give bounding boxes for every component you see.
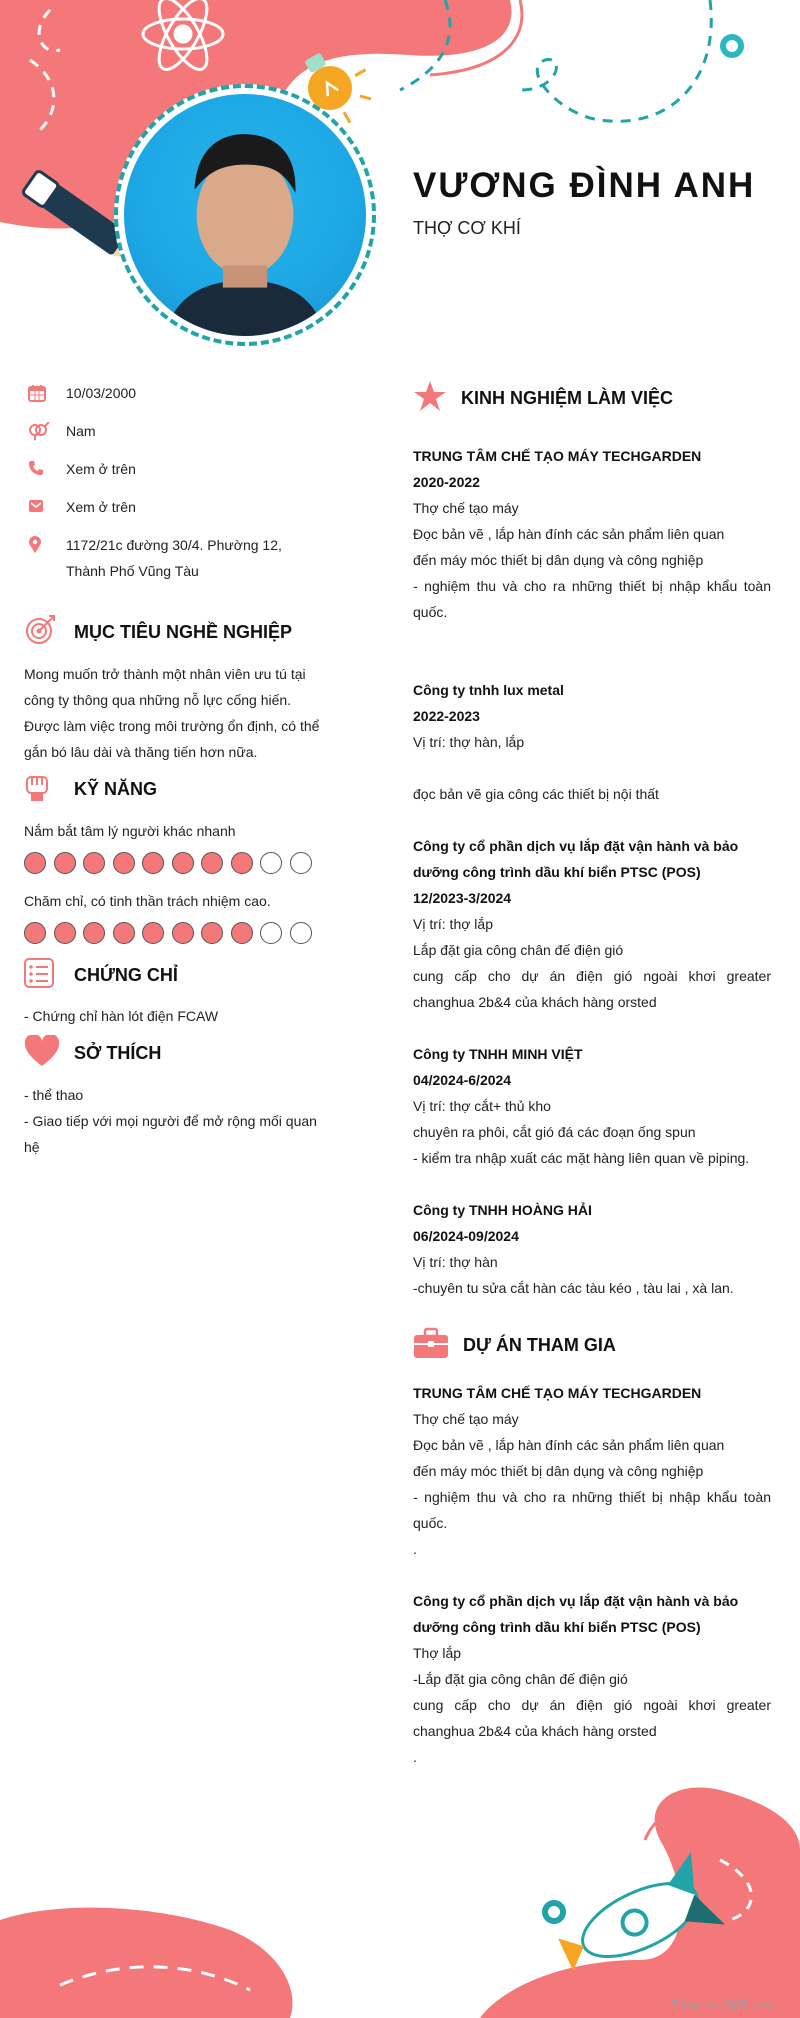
bottom-left-blob <box>0 1908 293 2018</box>
ring-decoration <box>723 37 741 55</box>
rating-dot <box>290 852 312 874</box>
entry-line: . <box>413 1541 417 1557</box>
hobbies-heading <box>24 1035 324 1072</box>
hobby-item: - Giao tiếp với mọi người để mở rộng mối quan hệ <box>24 1113 317 1155</box>
objective-heading <box>24 614 324 651</box>
contact-text: Xem ở trên <box>66 499 136 515</box>
profile-job-title: THỢ CƠ KHÍ <box>413 218 521 238</box>
entry-line: -Lắp đặt gia công chân đế điện gió <box>413 1671 628 1687</box>
entry-line: Đọc bản vẽ , lắp hàn đính các sản phẩm liên quan <box>413 526 725 542</box>
entry-line: chuyên ra phôi, cắt gió đá các đoạn ống spun <box>413 1124 696 1140</box>
contact-phone <box>24 456 324 482</box>
entry-line: Đọc bản vẽ , lắp hàn đính các sản phẩm liên quan <box>413 1437 725 1453</box>
gender-icon <box>24 418 66 440</box>
entry-line: Thợ chế tạo máy <box>413 500 519 516</box>
entry-line: Lắp đặt gia công chân đế điện gió <box>413 942 624 958</box>
entry-heading: Công ty TNHH MINH VIỆT <box>413 1046 583 1062</box>
contact-text: 10/03/2000 <box>66 385 137 401</box>
email-icon <box>24 494 66 514</box>
skill-item <box>24 888 324 944</box>
rating-dot <box>54 852 76 874</box>
entry-heading: 12/2023-3/2024 <box>413 890 512 906</box>
experience-entry <box>413 833 771 1015</box>
entry-line: đọc bản vẽ gia công các thiết bị nội thất <box>413 786 659 802</box>
profile-photo-frame <box>114 84 376 346</box>
experience-heading <box>413 380 771 417</box>
entry-heading: 2022-2023 <box>413 708 480 724</box>
entry-line: -chuyên tu sửa cắt hàn các tàu kéo , tàu lai , xà lan. <box>413 1280 734 1296</box>
rating-dot <box>201 922 223 944</box>
rating-dot <box>24 852 46 874</box>
entry-line: đến máy móc thiết bị dân dụng và công nghiệp <box>413 1463 704 1479</box>
experience-entry <box>413 677 771 807</box>
rating-dot <box>113 922 135 944</box>
experience-list <box>413 443 771 1301</box>
entry-line: - kiểm tra nhập xuất các mặt hàng liên quan về piping. <box>413 1150 750 1166</box>
projects-title: DỰ ÁN THAM GIA <box>463 1335 616 1355</box>
entry-line: - nghiệm thu và cho ra những thiết bị nhập khẩu toàn quốc. <box>413 578 771 620</box>
entry-heading: Công ty tnhh lux metal <box>413 682 564 698</box>
skill-label: Nắm bắt tâm lý người khác nhanh <box>24 823 236 839</box>
fist-icon <box>24 771 74 808</box>
skill-rating <box>24 922 324 944</box>
entry-line: Thợ chế tạo máy <box>413 1411 519 1427</box>
location-icon <box>24 532 66 554</box>
entry-heading: Công ty cổ phần dịch vụ lắp đặt vận hành và bảo dưỡng công trình dầu khí biển PTSC (POS) <box>413 1593 739 1635</box>
entry-line: cung cấp cho dự án điện gió ngoài khơi greater changhua 2b&4 của khách hàng orsted <box>413 968 771 1010</box>
phone-icon <box>24 456 66 476</box>
calendar-icon <box>24 380 66 402</box>
objective-title: MỤC TIÊU NGHỀ NGHIỆP <box>74 622 293 642</box>
entry-heading: TRUNG TÂM CHẾ TẠO MÁY TECHGARDEN <box>413 448 702 464</box>
contact-text: Nam <box>66 423 96 439</box>
project-entry <box>413 1380 771 1562</box>
contact-text: Xem ở trên <box>66 461 136 477</box>
skill-rating <box>24 852 324 874</box>
entry-line: đến máy móc thiết bị dân dụng và công nghiệp <box>413 552 704 568</box>
hobby-item: - thể thao <box>24 1087 84 1103</box>
experience-entry <box>413 443 771 625</box>
entry-line: Thợ lắp <box>413 1645 462 1661</box>
experience-title: KINH NGHIỆM LÀM VIỆC <box>461 388 674 408</box>
watermark: Timviec365.vn <box>670 1999 772 2014</box>
rating-dot <box>260 922 282 944</box>
certificates-title: CHỨNG CHỈ <box>74 965 178 985</box>
contact-address <box>24 532 324 584</box>
objective-text: Mong muốn trở thành một nhân viên ưu tú tại công ty thông qua những nỗ lực cống hiến. Được làm việc trong môi trường ổn định, có thể gắn bó lâu dài và thăng tiến hơn nữa. <box>24 666 320 760</box>
rating-dot <box>201 852 223 874</box>
entry-heading: Công ty TNHH HOÀNG HẢI <box>413 1202 592 1218</box>
projects-list <box>413 1380 771 1770</box>
rating-dot <box>54 922 76 944</box>
entry-line: - nghiệm thu và cho ra những thiết bị nhập khẩu toàn quốc. <box>413 1489 771 1531</box>
entry-line: Vị trí: thợ lắp <box>413 916 493 932</box>
rating-dot <box>142 922 164 944</box>
rating-dot <box>142 852 164 874</box>
skills-heading <box>24 771 324 808</box>
projects-heading <box>413 1327 771 1364</box>
entry-line: Vị trí: thợ hàn <box>413 1254 498 1270</box>
experience-entry <box>413 1041 771 1171</box>
profile-photo <box>124 94 366 336</box>
skill-item <box>24 818 324 874</box>
ring-decoration-bottom <box>545 1903 563 1921</box>
rating-dot <box>113 852 135 874</box>
rating-dot <box>172 922 194 944</box>
rating-dot <box>83 852 105 874</box>
rating-dot <box>172 852 194 874</box>
heart-icon <box>24 1035 74 1072</box>
skills-title: KỸ NĂNG <box>74 779 158 799</box>
entry-heading: 2020-2022 <box>413 474 480 490</box>
skill-label: Chăm chỉ, có tinh thần trách nhiệm cao. <box>24 893 271 909</box>
entry-line: Vị trí: thợ cắt+ thủ kho <box>413 1098 551 1114</box>
entry-heading: TRUNG TÂM CHẾ TẠO MÁY TECHGARDEN <box>413 1385 702 1401</box>
contact-birthday <box>24 380 324 406</box>
experience-entry <box>413 1197 771 1301</box>
entry-line: cung cấp cho dự án điện gió ngoài khơi greater changhua 2b&4 của khách hàng orsted <box>413 1697 771 1739</box>
rating-dot <box>231 922 253 944</box>
person-silhouette <box>124 94 366 336</box>
briefcase-icon <box>413 1327 463 1364</box>
entry-line: . <box>413 1749 417 1765</box>
entry-heading: Công ty cổ phần dịch vụ lắp đặt vận hành và bảo dưỡng công trình dầu khí biển PTSC (POS) <box>413 838 739 880</box>
project-entry <box>413 1588 771 1770</box>
star-icon <box>413 380 461 417</box>
rating-dot <box>83 922 105 944</box>
target-icon <box>24 614 74 651</box>
rating-dot <box>290 922 312 944</box>
certificate-item: - Chứng chỉ hàn lót điện FCAW <box>24 1008 219 1024</box>
entry-heading: 04/2024-6/2024 <box>413 1072 512 1088</box>
contact-text: 1172/21c đường 30/4. Phường 12, Thành Phố Vũng Tàu <box>66 537 282 579</box>
contact-email <box>24 494 324 520</box>
right-column <box>413 380 771 1796</box>
rating-dot <box>231 852 253 874</box>
entry-line: Vị trí: thợ hàn, lắp <box>413 734 525 750</box>
certificates-heading <box>24 958 324 993</box>
rating-dot <box>24 922 46 944</box>
spacer <box>413 755 771 781</box>
checklist-icon <box>24 958 74 993</box>
left-column <box>24 380 324 1160</box>
contact-gender <box>24 418 324 444</box>
rating-dot <box>260 852 282 874</box>
profile-name: VƯƠNG ĐÌNH ANH <box>413 166 756 205</box>
entry-heading: 06/2024-09/2024 <box>413 1228 519 1244</box>
hobbies-title: SỞ THÍCH <box>74 1043 162 1063</box>
